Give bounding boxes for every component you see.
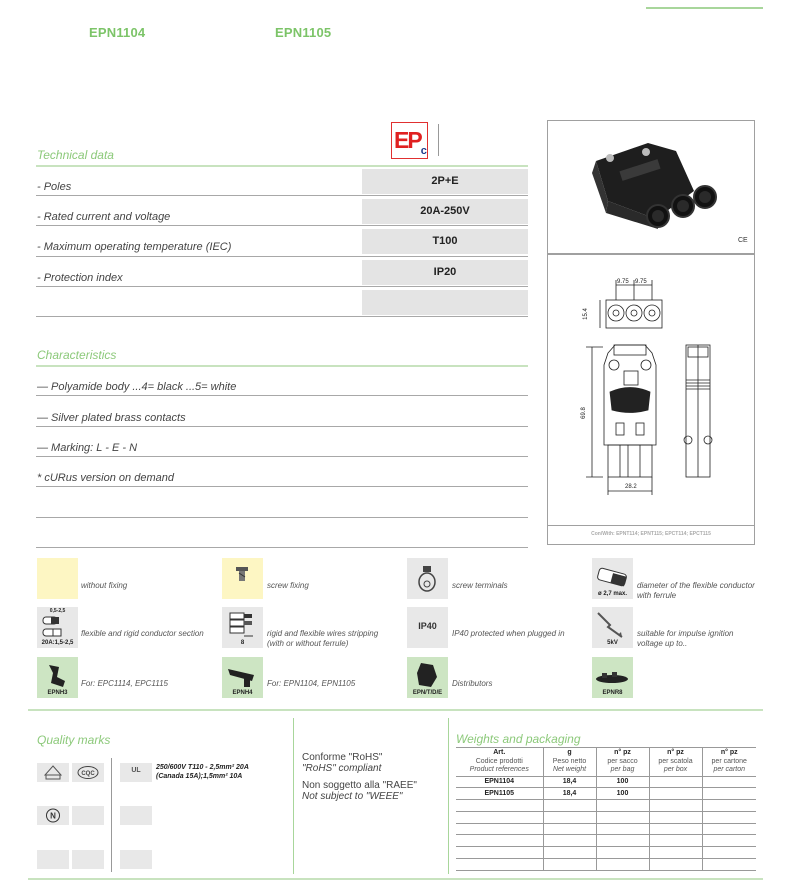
section-divider (293, 718, 294, 874)
bracket-epnh4-icon: EPNH4 (222, 657, 263, 698)
row-divider (36, 286, 528, 287)
weights-table-wrapper (456, 747, 756, 871)
logo-divider (438, 124, 439, 156)
feature-label: Distributors (452, 679, 493, 688)
feature-label: suitable for impulse ignition voltage up to.. (637, 629, 734, 648)
table-row: EPN1104 18,4 100 (456, 776, 756, 788)
feature-label: diameter of the flexible conductor with ferrule (637, 581, 755, 600)
technical-data-rule (36, 165, 528, 167)
product-photo-panel (547, 120, 755, 254)
row-divider (36, 547, 528, 548)
empty-mark-slot (120, 806, 152, 825)
tech-label-poles: - Poles (37, 181, 72, 193)
characteristic-item: — Polyamide body ...4= black ...5= white (37, 381, 237, 393)
feature-label: without fixing (81, 581, 128, 590)
dim-height-large: 69.8 (580, 407, 587, 419)
technical-drawing-panel (547, 254, 755, 545)
dim-height-small: 15.4 (582, 308, 589, 320)
tech-value-rated: 20A-250V (362, 199, 528, 224)
ip40-icon: IP40 (407, 607, 448, 648)
row-divider (36, 316, 528, 317)
lightning-icon: 5kV (592, 607, 633, 648)
imq-mark-icon (37, 763, 69, 782)
dim-width: 28.2 (625, 484, 637, 490)
tech-label-protection: - Protection index (37, 272, 123, 284)
product-code-2: EPN1105 (275, 25, 332, 40)
feature-label: rigid and flexible wires stripping (with or without ferrule) (267, 629, 379, 648)
tech-value-poles: 2P+E (362, 169, 528, 194)
quality-marks-title: Quality marks (37, 733, 111, 747)
characteristic-item: — Marking: L - E - N (37, 442, 138, 454)
empty-mark-slot (37, 850, 69, 869)
tech-value-protection: IP20 (362, 260, 528, 285)
page-bottom-rule (28, 878, 763, 880)
product-code-1: EPN1104 (89, 25, 146, 40)
connector-photo-icon (548, 121, 754, 253)
feature-label: For: EPN1104, EPN1105 (267, 679, 356, 688)
characteristic-item: * cURus version on demand (37, 472, 174, 484)
tech-value-empty (362, 290, 528, 315)
row-divider (36, 195, 528, 196)
svg-text:N: N (50, 811, 56, 821)
wire-stripping-icon: 8 (222, 607, 263, 648)
tech-label-rated: - Rated current and voltage (37, 211, 171, 223)
panel-divider (548, 525, 754, 526)
ferrule-icon: ø 2,7 max. (592, 558, 633, 599)
weights-table (456, 747, 756, 871)
table-row (456, 859, 756, 871)
feature-label: IP40 protected when plugged in (452, 629, 565, 638)
feature-label: screw fixing (267, 581, 309, 590)
ul-rating-text: 250/600V T110 - 2,5mm² 20A (Canada 15A);1,5mm² 10A (156, 764, 249, 780)
characteristics-rule (36, 365, 528, 367)
features-bottom-rule (28, 709, 763, 711)
table-row: EPN1105 18,4 100 (456, 788, 756, 800)
empty-mark-slot (120, 850, 152, 869)
table-row (456, 823, 756, 835)
bracket-epnh3-icon: EPNH3 (37, 657, 78, 698)
empty-mark-slot (72, 850, 104, 869)
epnr8-icon: EPNR8 (592, 657, 633, 698)
tech-label-temperature: - Maximum operating temperature (IEC) (37, 241, 232, 253)
dim-top-right: 9.75 (635, 279, 647, 285)
without-fixing-icon (37, 558, 78, 599)
table-row (456, 800, 756, 812)
screw-terminal-icon (407, 558, 448, 599)
section-divider (448, 718, 449, 874)
feature-label: flexible and rigid conductor section (81, 629, 204, 638)
row-divider (36, 256, 528, 257)
characteristics-title: Characteristics (37, 348, 117, 362)
n-mark-icon (37, 806, 69, 825)
table-row (456, 847, 756, 859)
row-divider (36, 395, 528, 396)
row-divider (36, 225, 528, 226)
ce-mark: CE (738, 237, 748, 244)
cqc-mark-icon (72, 763, 104, 782)
table-header-row: Art. Codice prodotti Product references g Peso netto Net weight n° pz per sacco per bag n° pz per scatola per box n° pz per cartone per carton (456, 748, 756, 777)
weights-title: Weights and packaging (456, 732, 581, 746)
conductor-section-icon: 0,5-2,5 20A:1,5-2,5 (37, 607, 78, 648)
compatible-with-note: Con/With: EPNT114; EPNT115; EPCT114; EPCT115 (591, 531, 711, 537)
row-divider (36, 426, 528, 427)
distributor-icon: EPN/T/D/E (407, 657, 448, 698)
feature-label: screw terminals (452, 581, 508, 590)
ul-mark-icon: UL (120, 763, 152, 782)
technical-data-title: Technical data (37, 148, 114, 162)
row-divider (36, 517, 528, 518)
tech-value-temperature: T100 (362, 229, 528, 254)
row-divider (36, 456, 528, 457)
empty-mark-slot (72, 806, 104, 825)
screw-icon (222, 558, 263, 599)
technical-drawing-icon (548, 255, 754, 525)
top-accent-line (646, 7, 763, 9)
compliance-text: Conforme "RoHS" "RoHS" compliant Non soggetto alla "RAEE" Not subject to "WEEE" (302, 752, 417, 802)
row-divider (36, 486, 528, 487)
characteristic-item: — Silver plated brass contacts (37, 412, 186, 424)
epc-logo: $EP_c$ (391, 122, 428, 159)
table-row (456, 811, 756, 823)
svg-text:CQC: CQC (81, 771, 95, 777)
quality-marks-divider (111, 758, 112, 872)
feature-label: For: EPC1114, EPC1115 (81, 679, 169, 688)
table-row (456, 835, 756, 847)
dim-top-left: 9.75 (617, 279, 629, 285)
